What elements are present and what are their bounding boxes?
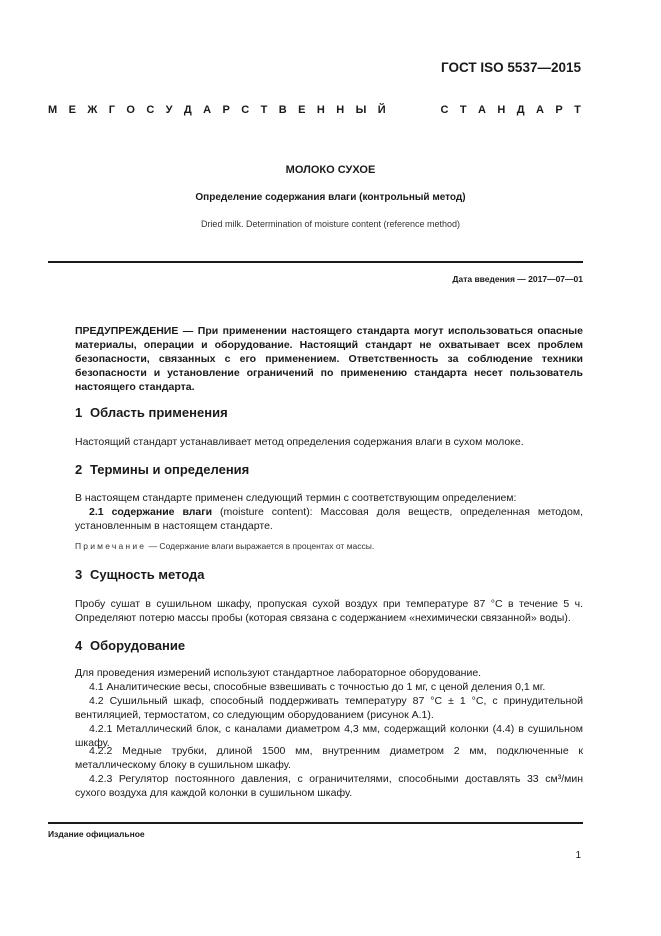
standard-code: ГОСТ ISO 5537—2015: [441, 60, 581, 75]
heading-letter: Й: [377, 104, 386, 116]
edition-note: Издание официальное: [48, 829, 145, 839]
section-1-text: Настоящий стандарт устанавливает метод определения содержания влаги в сухом молоке.: [75, 436, 524, 448]
heading-letter: Ы: [355, 104, 367, 116]
heading-letter: А: [203, 104, 212, 116]
section-1-heading: [75, 405, 228, 420]
section-3-heading: [75, 567, 205, 582]
document-title: МОЛОКО СУХОЕ: [285, 164, 376, 176]
heading-letter: С: [241, 104, 250, 116]
section-number: 4: [75, 638, 83, 653]
document-subtitle: Определение содержания влаги (контрольный метод): [195, 192, 466, 203]
heading-letter: Е: [68, 104, 76, 116]
footer-divider: [48, 822, 583, 824]
heading-letter: Т: [459, 104, 467, 116]
heading-letter: Г: [108, 104, 115, 116]
section-number: 3: [75, 567, 83, 582]
term-text: (moisture content): Массовая доля веществ, определенная методом, установленным в настоящем стандарте.: [75, 506, 584, 532]
section-2-heading: [75, 462, 249, 477]
interstate-standard-heading: [48, 104, 581, 116]
section-title: Оборудование: [90, 638, 186, 653]
heading-letter: Р: [555, 104, 563, 116]
heading-letter: Е: [298, 104, 306, 116]
section-number: 1: [75, 405, 83, 420]
heading-letter: С: [146, 104, 155, 116]
section-4-intro: Для проведения измерений используют стандартное лабораторное оборудование.: [75, 667, 482, 679]
heading-letter: [397, 104, 400, 116]
heading-letter: А: [535, 104, 544, 116]
section-title: Сущность метода: [90, 567, 205, 582]
heading-letter: М: [48, 104, 58, 116]
heading-letter: Р: [222, 104, 230, 116]
heading-letter: Д: [516, 104, 525, 116]
heading-letter: О: [126, 104, 135, 116]
clause-4-1: 4.1 Аналитические весы, способные взвешивать с точностью до 1 мг, с ценой деления 0,1 мг.: [89, 681, 546, 693]
heading-letter: В: [278, 104, 287, 116]
heading-letter: Н: [336, 104, 345, 116]
term-number: 2.1: [89, 506, 104, 518]
page-number: 1: [575, 850, 581, 861]
heading-letter: Т: [574, 104, 581, 116]
heading-letter: С: [440, 104, 449, 116]
section-3-text: Пробу сушат в сушильном шкафу, пропуская сухой воздух при температуре 87 °C в течение 5 ч. Определяют потерю массы пробы (которая связана с содержанием «нехимически связанной» воды).: [75, 598, 583, 624]
heading-letter: Т: [260, 104, 268, 116]
english-title: Dried milk. Determination of moisture content (reference method): [200, 219, 461, 229]
heading-letter: Ж: [87, 104, 98, 116]
note-text: — Содержание влаги выражается в процентах от массы.: [146, 541, 375, 551]
heading-letter: Н: [316, 104, 325, 116]
note-label: Примечание: [75, 541, 147, 551]
note: [75, 541, 374, 551]
clause-4-2-1: 4.2.1 Металлический блок, с каналами диаметром 4,3 мм, содержащий колонки (4.4) в сушильном шкафу.: [75, 723, 583, 749]
section-4-heading: [75, 638, 185, 653]
section-title: Область применения: [90, 405, 228, 420]
title-divider: [48, 261, 583, 263]
warning-paragraph: ПРЕДУПРЕЖДЕНИЕ — При применении настоящего стандарта могут использоваться опасные материалы, операции и оборудование. Настоящий стандарт не охватывает всех проблем безопасности, связанных с его применением. Ответственность за соблюдение техники безопасности и установление ограничений по применению стандарта несет пользователь настоящего стандарта.: [75, 325, 583, 393]
term-definition: [75, 505, 583, 533]
heading-letter: У: [165, 104, 173, 116]
heading-letter: А: [478, 104, 486, 116]
heading-letter: Д: [183, 104, 192, 116]
clause-4-2-3: 4.2.3 Регулятор постоянного давления, с ограничителями, способными доставлять 33 см³/мин сухого воздуха для каждой колонки в сушильном шкафу.: [75, 773, 583, 799]
clause-4-2-2: 4.2.2 Медные трубки, длиной 1500 мм, внутренним диаметром 2 мм, подключенные к металлическому блоку в сушильном шкафу.: [75, 745, 583, 771]
heading-letter: [412, 104, 415, 116]
heading-letter: Н: [497, 104, 506, 116]
clause-4-2: 4.2 Сушильный шкаф, способный поддерживать температуру 87 °C ± 1 °C, с принудительной вентиляцией, термостатом, со следующим оборудованием (рисунок А.1).: [75, 695, 583, 721]
section-title: Термины и определения: [90, 462, 250, 477]
section-number: 2: [75, 462, 83, 477]
heading-letter: [426, 104, 429, 116]
section-2-intro: В настоящем стандарте применен следующий термин с соответствующим определением:: [75, 492, 517, 504]
effective-date: Дата введения — 2017—07—01: [452, 274, 583, 284]
term-name: содержание влаги: [111, 506, 213, 518]
